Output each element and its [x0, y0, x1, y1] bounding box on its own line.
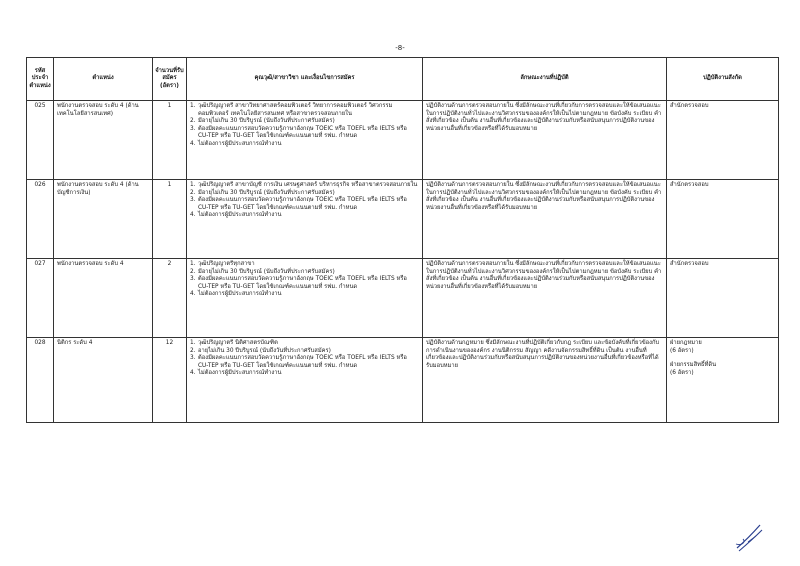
- department-cell: [667, 259, 779, 338]
- qualification-text: ต้องมีผลคะแนนการสอบวัดความรู้ภาษาอังกฤษ TOEIC หรือ TOEFL หรือ IELTS หรือ CU-TEP หรือ TU-GET โดยใช้เกณฑ์คะแนนตามที่ รฟม. กำหนด: [198, 125, 407, 140]
- qualification-text: มีอายุไม่เกิน 30 ปีบริบูรณ์ (นับถึงวันที่ประกาศรับสมัคร): [198, 268, 335, 275]
- qualifications-cell: [187, 338, 423, 423]
- qualification-text: ต้องมีผลคะแนนการสอบวัดความรู้ภาษาอังกฤษ TOEIC หรือ TOEFL หรือ IELTS หรือ CU-TEP หรือ TU-GET โดยใช้เกณฑ์คะแนนตามที่ รฟม. กำหนด: [198, 197, 407, 211]
- qualification-number: 4.: [190, 370, 196, 377]
- qualification-item: [190, 182, 419, 190]
- qualification-number: 4.: [190, 291, 196, 298]
- page-number: -8-: [395, 44, 405, 52]
- department-line: ฝ่ายกรรมสิทธิ์ที่ดิน: [670, 362, 717, 369]
- qualification-number: 2.: [190, 347, 196, 354]
- job-positions-table: [26, 57, 779, 423]
- qualifications-list: [190, 103, 419, 149]
- qualification-number: 1.: [190, 182, 196, 188]
- department-line: (6 อัตรา): [670, 369, 694, 376]
- department-cell: [667, 180, 779, 259]
- qualifications-cell: [187, 259, 423, 338]
- qualification-text: ไม่ต้องการผู้มีประสบการณ์ทำงาน: [198, 140, 282, 147]
- department-line: (6 อัตรา): [670, 347, 694, 354]
- qualification-number: 4.: [190, 212, 196, 219]
- position-code: 028: [27, 338, 54, 423]
- qualification-item: [190, 276, 419, 291]
- position-name: พนักงานตรวจสอบ ระดับ 4 (ด้านบัญชีการเงิน): [54, 180, 153, 259]
- qualification-item: [190, 261, 419, 269]
- signature-mark: [734, 520, 764, 554]
- qualification-text: ไม่ต้องการผู้มีประสบการณ์ทำงาน: [198, 370, 282, 377]
- qualification-text: ต้องมีผลคะแนนการสอบวัดความรู้ภาษาอังกฤษ TOEIC หรือ TOEFL หรือ IELTS หรือ CU-TEP หรือ TU-GET โดยใช้เกณฑ์คะแนนตามที่ รฟม. กำหนด: [198, 355, 407, 369]
- department-line: ฝ่ายกฎหมาย: [670, 340, 702, 346]
- qualifications-cell: [187, 101, 423, 180]
- header-department: ปฏิบัติงานสังกัด: [667, 58, 779, 101]
- position-code: 027: [27, 259, 54, 338]
- qualifications-list: [190, 340, 419, 378]
- duties-text: ปฏิบัติงานด้านกฎหมาย ซึ่งมีลักษณะงานที่ปฏิบัติเกี่ยวกับกฎ ระเบียบ และข้อบังคับที่เกี่ยวข้องกับการดำเนินงานขององค์กร งานนิติกรรม สัญญา คดีงานจัดกรรมสิทธิ์ที่ดิน เป็นต้น งานอื่นที่เกี่ยวข้องและปฏิบัติงานร่วมกับหรือสนับสนุนการปฏิบัติงานของหน่วยงานอื่นที่เกี่ยวข้องหรือที่ได้รับมอบหมาย: [426, 340, 660, 369]
- table-row: [27, 180, 779, 259]
- duties-text: ปฏิบัติงานด้านการตรวจสอบภายใน ซึ่งมีลักษณะงานที่เกี่ยวกับการตรวจสอบและให้ข้อเสนอแนะในการปฏิบัติงานทั่วไปและงานวิศวกรรมขององค์กรให้เป็นไปตามกฎหมาย ข้อบังคับ ระเบียบ คำสั่งที่เกี่ยวข้อง เป็นต้น งานอื่นที่เกี่ยวข้องและปฏิบัติงานร่วมกับหรือสนับสนุนการปฏิบัติงานของหน่วยงานอื่นที่เกี่ยวข้องหรือที่ได้รับมอบหมาย: [426, 182, 662, 211]
- table-row: [27, 101, 779, 180]
- duties-text: ปฏิบัติงานด้านการตรวจสอบภายใน ซึ่งมีลักษณะงานที่เกี่ยวกับการตรวจสอบและให้ข้อเสนอแนะในการปฏิบัติงานทั่วไปและงานวิศวกรรมขององค์กรให้เป็นไปตามกฎหมาย ข้อบังคับ ระเบียบ คำสั่งที่เกี่ยวข้อง เป็นต้น งานอื่นที่เกี่ยวข้องและปฏิบัติงานร่วมกับหรือสนับสนุนการปฏิบัติงานของหน่วยงานอื่นที่เกี่ยวข้องหรือที่ได้รับมอบหมาย: [426, 261, 662, 290]
- qualification-item: [190, 197, 419, 212]
- qualification-number: 2.: [190, 189, 196, 196]
- duties-cell: [423, 180, 667, 259]
- qualification-number: 3.: [190, 355, 196, 362]
- department-line: สำนักตรวจสอบ: [670, 103, 709, 109]
- qualification-item: [190, 370, 419, 378]
- department-line: สำนักตรวจสอบ: [670, 261, 709, 267]
- qualification-item: [190, 141, 419, 149]
- qualification-number: 3.: [190, 125, 196, 132]
- qualification-item: [190, 118, 419, 126]
- qualifications-cell: [187, 180, 423, 259]
- header-duties: ลักษณะงานที่ปฏิบัติ: [423, 58, 667, 101]
- position-code: 026: [27, 180, 54, 259]
- qualifications-list: [190, 261, 419, 299]
- qualification-text: ไม่ต้องการผู้มีประสบการณ์ทำงาน: [198, 291, 282, 298]
- qualification-item: [190, 340, 419, 348]
- position-count: 1: [153, 180, 187, 259]
- qualification-number: 3.: [190, 276, 196, 283]
- qualification-number: 1.: [190, 103, 196, 109]
- qualification-text: อายุไม่เกิน 30 ปีบริบูรณ์ (นับถึงวันที่ประกาศรับสมัคร): [198, 347, 331, 354]
- qualification-text: ไม่ต้องการผู้มีประสบการณ์ทำงาน: [198, 212, 282, 219]
- department-line: สำนักตรวจสอบ: [670, 182, 709, 188]
- table-header-row: [27, 58, 779, 101]
- qualification-text: วุฒิปริญญาตรี สาขาวิทยาศาสตร์คอมพิวเตอร์ วิทยาการคอมพิวเตอร์ วิศวกรรมคอมพิวเตอร์ เทคโนโลยีสารสนเทศ หรือสาขาตรวจสอบภายใน: [198, 103, 393, 117]
- qualification-item: [190, 355, 419, 370]
- qualification-text: วุฒิปริญญาตรี นิติศาสตรบัณฑิต: [198, 340, 278, 346]
- qualification-number: 4.: [190, 140, 196, 147]
- qualification-text: วุฒิปริญญาตรีทุกสาขา: [198, 261, 255, 267]
- qualification-item: [190, 291, 419, 299]
- qualifications-list: [190, 182, 419, 220]
- header-count: จำนวนที่รับสมัคร (อัตรา): [153, 58, 187, 101]
- position-count: 2: [153, 259, 187, 338]
- position-count: 12: [153, 338, 187, 423]
- qualification-item: [190, 103, 419, 118]
- table-row: [27, 259, 779, 338]
- header-code: รหัสประจำตำแหน่ง: [27, 58, 54, 101]
- qualification-number: 2.: [190, 118, 196, 125]
- qualification-text: มีอายุไม่เกิน 30 ปีบริบูรณ์ (นับถึงวันที่ประกาศรับสมัคร): [198, 189, 335, 196]
- department-cell: [667, 101, 779, 180]
- position-name: พนักงานตรวจสอบ ระดับ 4 (ด้านเทคโนโลยีสารสนเทศ): [54, 101, 153, 180]
- position-count: 1: [153, 101, 187, 180]
- header-qualifications: คุณวุฒิ/สาขาวิชา และเงื่อนไขการสมัคร: [187, 58, 423, 101]
- qualification-number: 1.: [190, 261, 196, 267]
- position-name: พนักงานตรวจสอบ ระดับ 4: [54, 259, 153, 338]
- duties-cell: [423, 101, 667, 180]
- department-cell: [667, 338, 779, 423]
- duties-text: ปฏิบัติงานด้านการตรวจสอบภายใน ซึ่งมีลักษณะงานที่เกี่ยวกับการตรวจสอบและให้ข้อเสนอแนะในการปฏิบัติงานทั่วไปและงานวิศวกรรมขององค์กรให้เป็นไปตามกฎหมาย ข้อบังคับ ระเบียบ คำสั่งที่เกี่ยวข้อง เป็นต้น งานอื่นที่เกี่ยวข้องและปฏิบัติงานร่วมกับหรือสนับสนุนการปฏิบัติงานของหน่วยงานอื่นที่เกี่ยวข้องหรือที่ได้รับมอบหมาย: [426, 103, 662, 132]
- qualification-item: [190, 126, 419, 141]
- qualification-text: วุฒิปริญญาตรี สาขาบัญชี การเงิน เศรษฐศาสตร์ บริหารธุรกิจ หรือสาขาตรวจสอบภายใน: [198, 182, 418, 188]
- duties-cell: [423, 259, 667, 338]
- qualification-number: 3.: [190, 197, 196, 204]
- qualification-item: [190, 212, 419, 220]
- qualification-text: มีอายุไม่เกิน 30 ปีบริบูรณ์ (นับถึงวันที่ประกาศรับสมัคร): [198, 118, 335, 125]
- position-name: นิติกร ระดับ 4: [54, 338, 153, 423]
- header-position: ตำแหน่ง: [54, 58, 153, 101]
- qualification-text: ต้องมีผลคะแนนการสอบวัดความรู้ภาษาอังกฤษ TOEIC หรือ TOEFL หรือ IELTS หรือ CU-TEP หรือ TU-GET โดยใช้เกณฑ์คะแนนตามที่ รฟม. กำหนด: [198, 276, 407, 290]
- table-row: [27, 338, 779, 423]
- position-code: 025: [27, 101, 54, 180]
- qualification-number: 1.: [190, 340, 196, 346]
- qualification-number: 2.: [190, 268, 196, 275]
- duties-cell: [423, 338, 667, 423]
